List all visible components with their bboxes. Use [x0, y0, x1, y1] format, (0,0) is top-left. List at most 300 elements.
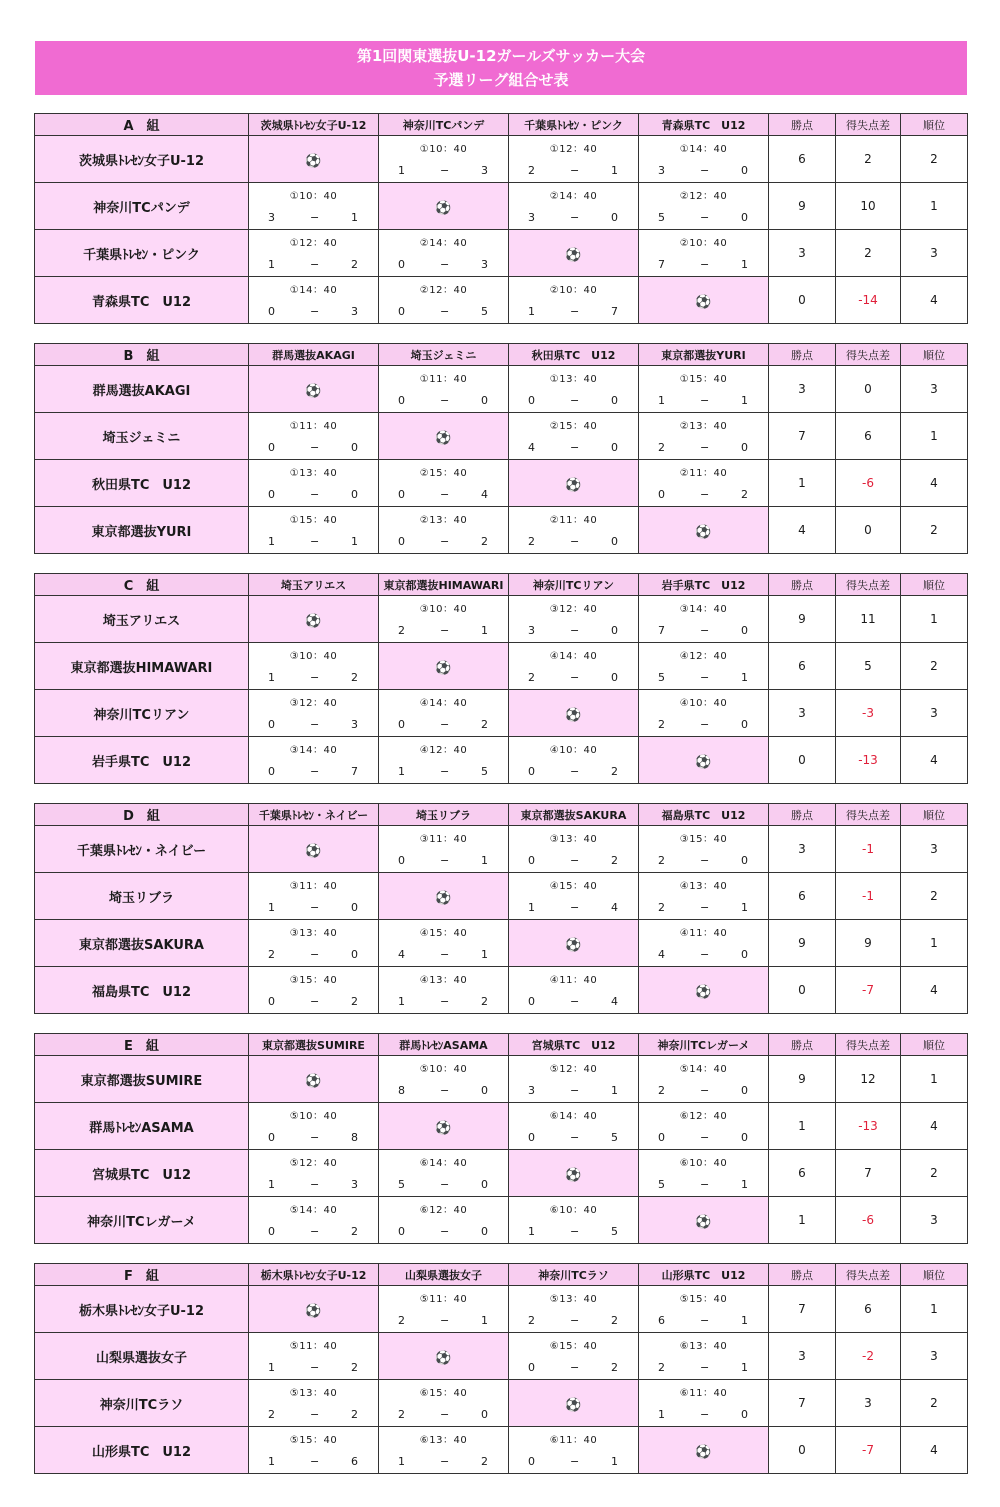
match-cell: [379, 136, 509, 183]
team-points: 3: [769, 1333, 836, 1380]
soccer-ball-icon: ⚽: [305, 1303, 322, 1319]
team-points: 3: [769, 230, 836, 277]
team-name: 神奈川TCパンデ: [35, 183, 249, 230]
match-cell: [249, 967, 379, 1014]
score-for: 3: [528, 624, 535, 637]
match-cell: [509, 873, 639, 920]
opponent-header: 秋田県TC U12: [509, 344, 639, 366]
goal-diff-header: 得失点差: [836, 804, 901, 826]
score-separator: −: [310, 1131, 320, 1144]
score-against: 2: [351, 1225, 358, 1238]
team-name: 宮城県TC U12: [35, 1150, 249, 1197]
score-separator: −: [700, 718, 710, 731]
self-match-cell: [379, 183, 509, 230]
score-for: 2: [658, 441, 665, 454]
score-against: 3: [481, 164, 488, 177]
team-name: 岩手県TC U12: [35, 737, 249, 784]
score-against: 0: [481, 394, 488, 407]
score-separator: −: [310, 305, 320, 318]
team-row: [35, 1380, 968, 1427]
team-rank: 1: [901, 413, 968, 460]
score-for: 0: [398, 394, 405, 407]
score-separator: −: [310, 211, 320, 224]
team-name: 東京都選抜SAKURA: [35, 920, 249, 967]
score-separator: −: [570, 624, 580, 637]
soccer-ball-icon: ⚽: [305, 383, 322, 399]
score-separator: −: [570, 1225, 580, 1238]
match-time: ②13：40: [419, 515, 468, 526]
score-separator: −: [440, 535, 450, 548]
group-table: [34, 803, 968, 1014]
team-points: 0: [769, 1427, 836, 1474]
score-for: 4: [398, 948, 405, 961]
score-for: 0: [658, 1131, 665, 1144]
team-rank: 2: [901, 1150, 968, 1197]
match-cell: [249, 230, 379, 277]
points-header: 勝点: [769, 804, 836, 826]
score-for: 4: [658, 948, 665, 961]
score-for: 2: [658, 854, 665, 867]
match-cell: [379, 690, 509, 737]
self-match-cell: [509, 690, 639, 737]
self-match-cell: [379, 643, 509, 690]
team-goal-diff: -1: [836, 873, 901, 920]
match-cell: [249, 1103, 379, 1150]
score-against: 0: [611, 671, 618, 684]
match-cell: [379, 1286, 509, 1333]
score-for: 2: [398, 1314, 405, 1327]
opponent-header: 栃木県ﾄﾚｾﾝ女子U-12: [249, 1264, 379, 1286]
team-row: [35, 1103, 968, 1150]
match-time: ⑥10：40: [549, 1205, 598, 1216]
soccer-ball-icon: ⚽: [435, 430, 452, 446]
team-name: 福島県TC U12: [35, 967, 249, 1014]
match-cell: [379, 920, 509, 967]
match-cell: [639, 826, 769, 873]
score-separator: −: [570, 1314, 580, 1327]
match-cell: [379, 1056, 509, 1103]
score-separator: −: [700, 948, 710, 961]
group-header-row: [35, 1034, 968, 1056]
team-name: 群馬ﾄﾚｾﾝASAMA: [35, 1103, 249, 1150]
score-against: 0: [611, 624, 618, 637]
goal-diff-header: 得失点差: [836, 1034, 901, 1056]
match-time: ①14：40: [289, 285, 338, 296]
score-for: 0: [268, 765, 275, 778]
score-against: 0: [481, 1408, 488, 1421]
score-separator: −: [310, 995, 320, 1008]
match-cell: [509, 1286, 639, 1333]
score-separator: −: [700, 901, 710, 914]
match-cell: [639, 873, 769, 920]
score-against: 2: [351, 1408, 358, 1421]
self-match-cell: [509, 230, 639, 277]
match-time: ③11：40: [419, 834, 468, 845]
score-against: 1: [481, 1314, 488, 1327]
team-rank: 2: [901, 507, 968, 554]
opponent-header: 群馬選抜AKAGI: [249, 344, 379, 366]
score-against: 3: [351, 718, 358, 731]
self-match-cell: [249, 826, 379, 873]
self-match-cell: [509, 920, 639, 967]
score-against: 2: [611, 765, 618, 778]
score-for: 5: [398, 1178, 405, 1191]
match-cell: [639, 230, 769, 277]
score-against: 0: [741, 948, 748, 961]
team-name: 山梨県選抜女子: [35, 1333, 249, 1380]
self-match-cell: [249, 136, 379, 183]
score-separator: −: [700, 624, 710, 637]
score-for: 7: [658, 624, 665, 637]
match-cell: [509, 366, 639, 413]
match-cell: [249, 873, 379, 920]
team-points: 1: [769, 460, 836, 507]
rank-header: 順位: [901, 1264, 968, 1286]
match-time: ⑤12：40: [289, 1158, 338, 1169]
score-against: 0: [741, 1131, 748, 1144]
match-time: ②10：40: [679, 238, 728, 249]
team-points: 6: [769, 873, 836, 920]
match-cell: [509, 643, 639, 690]
score-separator: −: [310, 1225, 320, 1238]
score-against: 0: [611, 211, 618, 224]
match-time: ③13：40: [549, 834, 598, 845]
soccer-ball-icon: ⚽: [565, 937, 582, 953]
score-against: 0: [741, 718, 748, 731]
score-against: 5: [481, 765, 488, 778]
team-row: [35, 1197, 968, 1244]
team-goal-diff: -1: [836, 826, 901, 873]
score-separator: −: [700, 211, 710, 224]
score-separator: −: [310, 671, 320, 684]
score-for: 1: [398, 995, 405, 1008]
team-row: [35, 596, 968, 643]
group-header-row: [35, 344, 968, 366]
score-against: 1: [741, 901, 748, 914]
team-points: 7: [769, 413, 836, 460]
score-for: 0: [398, 258, 405, 271]
team-goal-diff: -2: [836, 1333, 901, 1380]
score-separator: −: [700, 1178, 710, 1191]
match-time: ②14：40: [549, 191, 598, 202]
match-cell: [249, 507, 379, 554]
opponent-header: 福島県TC U12: [639, 804, 769, 826]
soccer-ball-icon: ⚽: [695, 294, 712, 310]
score-against: 3: [351, 1178, 358, 1191]
score-for: 0: [528, 1455, 535, 1468]
score-against: 2: [611, 1361, 618, 1374]
score-for: 2: [528, 671, 535, 684]
score-separator: −: [440, 624, 450, 637]
team-name: 東京都選抜HIMAWARI: [35, 643, 249, 690]
match-cell: [379, 1427, 509, 1474]
team-rank: 2: [901, 136, 968, 183]
match-cell: [509, 737, 639, 784]
score-against: 0: [741, 1408, 748, 1421]
score-against: 5: [611, 1131, 618, 1144]
score-for: 2: [658, 718, 665, 731]
match-time: ⑤13：40: [289, 1388, 338, 1399]
soccer-ball-icon: ⚽: [695, 984, 712, 1000]
match-cell: [509, 1056, 639, 1103]
points-header: 勝点: [769, 114, 836, 136]
opponent-header: 山形県TC U12: [639, 1264, 769, 1286]
match-cell: [639, 1333, 769, 1380]
soccer-ball-icon: ⚽: [565, 1397, 582, 1413]
soccer-ball-icon: ⚽: [435, 660, 452, 676]
score-separator: −: [440, 1178, 450, 1191]
score-against: 0: [611, 441, 618, 454]
match-cell: [379, 1197, 509, 1244]
match-cell: [509, 413, 639, 460]
opponent-header: 東京都選抜YURI: [639, 344, 769, 366]
score-for: 0: [268, 995, 275, 1008]
group-name: D 組: [35, 804, 249, 826]
score-separator: −: [440, 305, 450, 318]
team-rank: 3: [901, 690, 968, 737]
team-rank: 2: [901, 643, 968, 690]
self-match-cell: [249, 596, 379, 643]
points-header: 勝点: [769, 574, 836, 596]
team-name: 青森県TC U12: [35, 277, 249, 324]
team-name: 埼玉ジェミニ: [35, 413, 249, 460]
group-table: [34, 1263, 968, 1474]
match-cell: [639, 183, 769, 230]
team-points: 3: [769, 366, 836, 413]
score-separator: −: [440, 718, 450, 731]
match-cell: [509, 826, 639, 873]
match-time: ③12：40: [549, 604, 598, 615]
opponent-header: 岩手県TC U12: [639, 574, 769, 596]
score-for: 0: [398, 535, 405, 548]
score-against: 1: [481, 854, 488, 867]
match-cell: [249, 277, 379, 324]
match-time: ⑥14：40: [419, 1158, 468, 1169]
self-match-cell: [639, 737, 769, 784]
score-for: 0: [268, 1131, 275, 1144]
team-rank: 4: [901, 277, 968, 324]
score-against: 0: [741, 854, 748, 867]
team-row: [35, 1286, 968, 1333]
score-for: 0: [658, 488, 665, 501]
team-goal-diff: -13: [836, 1103, 901, 1150]
team-name: 埼玉アリエス: [35, 596, 249, 643]
score-for: 1: [528, 305, 535, 318]
score-for: 5: [658, 671, 665, 684]
score-for: 2: [528, 1314, 535, 1327]
score-separator: −: [700, 258, 710, 271]
score-for: 2: [658, 901, 665, 914]
team-row: [35, 413, 968, 460]
match-time: ②11：40: [549, 515, 598, 526]
match-cell: [379, 507, 509, 554]
group-table: [34, 113, 968, 324]
score-against: 1: [351, 535, 358, 548]
match-time: ①12：40: [549, 144, 598, 155]
team-rank: 3: [901, 230, 968, 277]
score-separator: −: [440, 948, 450, 961]
points-header: 勝点: [769, 344, 836, 366]
score-separator: −: [310, 258, 320, 271]
score-against: 0: [481, 1178, 488, 1191]
score-against: 1: [741, 258, 748, 271]
match-time: ⑥13：40: [419, 1435, 468, 1446]
score-for: 0: [528, 765, 535, 778]
score-for: 0: [528, 1361, 535, 1374]
match-time: ①15：40: [679, 374, 728, 385]
match-cell: [639, 1056, 769, 1103]
match-time: ⑥15：40: [419, 1388, 468, 1399]
score-against: 0: [481, 1084, 488, 1097]
match-time: ④11：40: [549, 975, 598, 986]
group-name: C 組: [35, 574, 249, 596]
rank-header: 順位: [901, 574, 968, 596]
team-goal-diff: 0: [836, 507, 901, 554]
score-separator: −: [570, 671, 580, 684]
team-row: [35, 826, 968, 873]
match-time: ⑥11：40: [549, 1435, 598, 1446]
score-against: 3: [351, 305, 358, 318]
match-time: ⑥11：40: [679, 1388, 728, 1399]
match-cell: [509, 277, 639, 324]
score-against: 1: [741, 1361, 748, 1374]
team-row: [35, 1150, 968, 1197]
goal-diff-header: 得失点差: [836, 114, 901, 136]
team-name: 山形県TC U12: [35, 1427, 249, 1474]
match-time: ⑥12：40: [679, 1111, 728, 1122]
team-name: 神奈川TCレガーメ: [35, 1197, 249, 1244]
match-time: ⑤10：40: [419, 1064, 468, 1075]
team-rank: 4: [901, 1427, 968, 1474]
opponent-header: 埼玉リブラ: [379, 804, 509, 826]
team-points: 0: [769, 277, 836, 324]
score-against: 1: [611, 1084, 618, 1097]
rank-header: 順位: [901, 804, 968, 826]
opponent-header: 東京都選抜SAKURA: [509, 804, 639, 826]
match-cell: [639, 1286, 769, 1333]
match-time: ③14：40: [289, 745, 338, 756]
team-row: [35, 967, 968, 1014]
score-for: 0: [268, 718, 275, 731]
score-against: 0: [741, 164, 748, 177]
team-goal-diff: 5: [836, 643, 901, 690]
score-separator: −: [700, 1131, 710, 1144]
score-against: 0: [611, 394, 618, 407]
score-against: 8: [351, 1131, 358, 1144]
match-time: ②12：40: [419, 285, 468, 296]
team-points: 9: [769, 1056, 836, 1103]
match-cell: [639, 366, 769, 413]
soccer-ball-icon: ⚽: [435, 1120, 452, 1136]
team-rank: 3: [901, 1197, 968, 1244]
match-time: ①11：40: [419, 374, 468, 385]
match-time: ④10：40: [549, 745, 598, 756]
score-separator: −: [310, 948, 320, 961]
team-rank: 2: [901, 873, 968, 920]
score-separator: −: [310, 901, 320, 914]
match-time: ③13：40: [289, 928, 338, 939]
self-match-cell: [509, 1380, 639, 1427]
score-separator: −: [310, 488, 320, 501]
match-cell: [379, 230, 509, 277]
self-match-cell: [379, 873, 509, 920]
score-separator: −: [570, 765, 580, 778]
match-time: ①12：40: [289, 238, 338, 249]
match-cell: [249, 690, 379, 737]
match-cell: [379, 596, 509, 643]
score-for: 0: [398, 488, 405, 501]
match-time: ①10：40: [289, 191, 338, 202]
match-time: ④12：40: [679, 651, 728, 662]
opponent-header: 神奈川TCレガーメ: [639, 1034, 769, 1056]
score-separator: −: [440, 1084, 450, 1097]
score-against: 0: [741, 211, 748, 224]
match-time: ⑤12：40: [549, 1064, 598, 1075]
team-points: 4: [769, 507, 836, 554]
match-cell: [639, 596, 769, 643]
score-separator: −: [570, 394, 580, 407]
score-against: 2: [351, 671, 358, 684]
score-for: 7: [658, 258, 665, 271]
match-time: ①15：40: [289, 515, 338, 526]
group-name: B 組: [35, 344, 249, 366]
score-against: 0: [481, 1225, 488, 1238]
team-row: [35, 920, 968, 967]
goal-diff-header: 得失点差: [836, 1264, 901, 1286]
team-name: 東京都選抜YURI: [35, 507, 249, 554]
score-separator: −: [440, 488, 450, 501]
self-match-cell: [249, 1056, 379, 1103]
team-goal-diff: -14: [836, 277, 901, 324]
soccer-ball-icon: ⚽: [565, 247, 582, 263]
match-time: ②12：40: [679, 191, 728, 202]
score-for: 1: [528, 901, 535, 914]
team-rank: 1: [901, 1056, 968, 1103]
opponent-header: 埼玉ジェミニ: [379, 344, 509, 366]
team-rank: 4: [901, 737, 968, 784]
match-time: ①11：40: [289, 421, 338, 432]
score-for: 2: [528, 535, 535, 548]
opponent-header: 東京都選抜SUMIRE: [249, 1034, 379, 1056]
score-for: 0: [268, 1225, 275, 1238]
team-name: 神奈川TCラソ: [35, 1380, 249, 1427]
team-row: [35, 643, 968, 690]
team-rank: 1: [901, 596, 968, 643]
match-time: ①14：40: [679, 144, 728, 155]
score-separator: −: [700, 854, 710, 867]
score-against: 0: [611, 535, 618, 548]
rank-header: 順位: [901, 1034, 968, 1056]
team-row: [35, 277, 968, 324]
score-against: 4: [611, 901, 618, 914]
match-cell: [639, 920, 769, 967]
match-time: ④14：40: [549, 651, 598, 662]
team-goal-diff: 9: [836, 920, 901, 967]
team-rank: 3: [901, 1333, 968, 1380]
score-against: 1: [741, 1314, 748, 1327]
match-time: ⑥13：40: [679, 1341, 728, 1352]
score-separator: −: [570, 995, 580, 1008]
match-cell: [249, 643, 379, 690]
match-time: ②15：40: [419, 468, 468, 479]
opponent-header: 青森県TC U12: [639, 114, 769, 136]
match-cell: [379, 460, 509, 507]
self-match-cell: [509, 460, 639, 507]
match-cell: [379, 1380, 509, 1427]
score-separator: −: [440, 765, 450, 778]
team-rank: 3: [901, 366, 968, 413]
score-for: 0: [528, 854, 535, 867]
